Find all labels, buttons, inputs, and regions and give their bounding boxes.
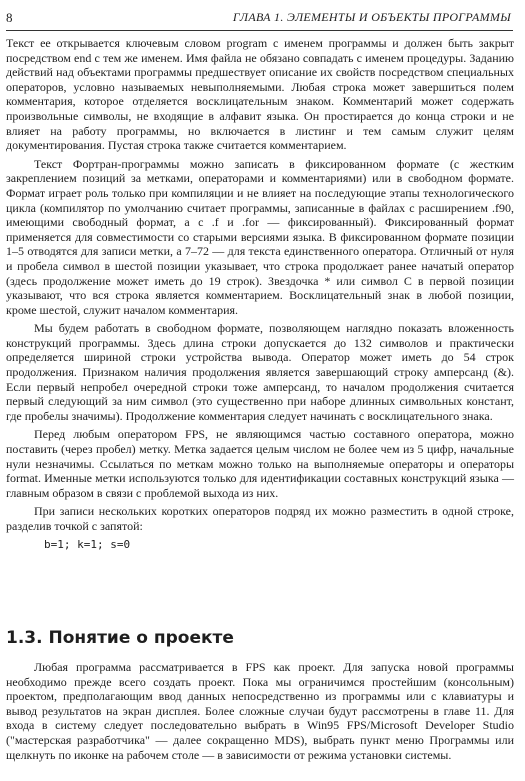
section-body — [6, 660, 514, 766]
code-example: b=1; k=1; s=0 — [44, 537, 131, 551]
section-heading — [6, 628, 234, 648]
body-text — [6, 36, 514, 552]
chapter-title: ГЛАВА 1. ЭЛЕМЕНТЫ И ОБЪЕКТЫ ПРОГРАММЫ — [232, 10, 511, 24]
paragraph-5: При записи нескольких коротких операторов подряд их можно разместить в одной строке, разделив точкой с запятой: — [6, 504, 514, 533]
paragraph-3: Мы будем работать в свободном формате, позволяющем наглядно показать вложенность конструкций программы. Здесь длина строки допускается до 132 символов и практически определяется шириной строки устройства вывода. Оператор может иметь до 54 строк продолжения. Признаком наличия продолжения является завершающий строку амперсанд (&). Если первый непробел очередной строки тоже амперсанд, то началом продолжения считается первый следующий за ним символ (это существенно при наборе длинных символьных констант, где пробелы значимы). Продолжение комментария следует начинать с восклицательного знака. — [6, 321, 514, 423]
paragraph-1: Текст ее открывается ключевым словом program с именем программы и должен быть закрыт посредством end с тем же именем. Имя файла не обязано совпадать с именем процедуры. Заданию действий над объектами программы предшествует описание их свойств посредством специальных операторов, условно называемых невыполняемыми. Любая строка может завершиться полем комментария, которое отделяется восклицательным знаком. Комментарий может содержать произвольные символы, не входящие в алфавит языка. Он простирается до конца строки и не влияет на работу программы, но включается в листинг и тем самым служит целям документирования. Пустая строка также считается комментарием. — [6, 36, 514, 153]
section-number: 1.3. — [6, 628, 43, 648]
section-title: Понятие о проекте — [48, 628, 234, 648]
section-paragraph: Любая программа рассматривается в FPS как проект. Для запуска новой программы необходимо прежде всего создать проект. Пока мы ограничимся простейшим (консольным) проектом, предполагающим ввод данных непосредственно из программы или с клавиатуры и вывод результатов на экран дисплея. Более сложные случаи будут рассмотрены в главе 11. Для входа в систему следует последовательно выбрать в Win95 FPS/Microsoft Developer Studio ("мастерская разработчика" — далее сокращенно MDS), выбрать пункт меню Программы или щелкнуть по иконке на рабочем столе — в зависимости от режима установки системы. — [6, 660, 514, 762]
page-number: 8 — [6, 10, 13, 25]
paragraph-2: Текст Фортран-программы можно записать в фиксированном формате (с жестким закреплением позиций за метками, операторами и комментариями) или в свободном формате. Формат играет роль только при компиляции и не влияет на последующие этапы технологического цикла (компилятор по умолчанию считает программы, записанные в файлах с расширением .f90, имеющими свободный формат, а с .f и .for — фиксированный). Фиксированный формат применяется для совместимости со старыми версиями языка. В фиксированном формате позиции 1–5 отводятся для записи метки, а 7–72 — для текста единственного оператора. Отличный от нуля и пробела символ в шестой позиции указывает, что строка продолжает ранее начатый оператор (здесь продолжение может иметь до 19 строк). Звездочка * или символ C в первой позиции указывают, что вся строка является комментарием. Восклицательный знак в любой позиции, кроме шестой, служит началом комментария. — [6, 156, 514, 317]
running-header — [6, 8, 513, 31]
paragraph-4: Перед любым оператором FPS, не являющимся частью составного оператора, можно поставить (через пробел) метку. Метка задается целым числом не более чем из 5 цифр, начальные нули незначимы. Ссылаться по меткам можно только на выполняемые операторы и операторы format. Именные метки используются только для идентификации составных конструкций языка — главным образом в связи с проблемой выхода из них. — [6, 427, 514, 500]
